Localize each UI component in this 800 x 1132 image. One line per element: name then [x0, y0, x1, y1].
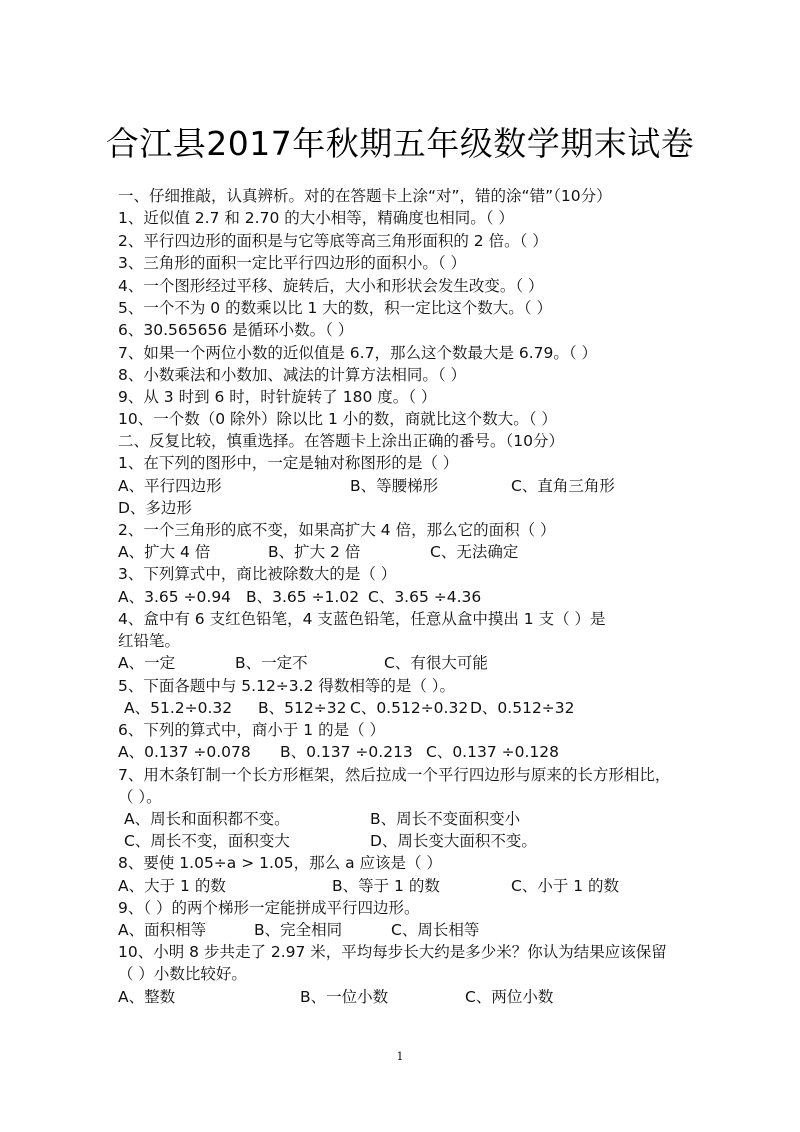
q8-option-a: A、大于 1 的数 — [118, 877, 226, 895]
q10-option-b: B、一位小数 — [300, 988, 389, 1006]
q4-option-c: C、有很大可能 — [384, 654, 488, 672]
q3-option-b: B、3.65 ÷1.02 — [246, 588, 360, 606]
part1-item-3: 3、三角形的面积一定比平行四边形的面积小。（ ） — [118, 254, 467, 272]
q2-option-a: A、扩大 4 倍 — [118, 543, 211, 561]
exam-title: 合江县2017年秋期五年级数学期末试卷 — [105, 124, 695, 163]
q3-option-c: C、3.65 ÷4.36 — [368, 588, 482, 606]
q1-option-c: C、直角三角形 — [511, 477, 615, 495]
part1-item-4: 4、一个图形经过平移、旋转后，大小和形状会发生改变。（ ） — [118, 277, 544, 295]
q10-option-c: C、两位小数 — [465, 988, 554, 1006]
q4-stem: 4、盒中有 6 支红色铅笔，4 支蓝色铅笔，任意从盒中摸出 1 支（ ）是 — [118, 610, 606, 628]
q3-stem: 3、下列算式中，商比被除数大的是（ ） — [118, 565, 397, 583]
part1-item-10: 10、一个数（0 除外）除以比 1 小的数，商就比这个数大。（ ） — [118, 410, 557, 428]
q9-option-a: A、面积相等 — [118, 921, 207, 939]
part1-item-7: 7、如果一个两位小数的近似值是 6.7，那么这个数最大是 6.79。（ ） — [118, 344, 598, 362]
q5-option-b: B、512÷32 — [258, 699, 347, 717]
q5-stem: 5、下面各题中与 5.12÷3.2 得数相等的是（ ）。 — [118, 677, 456, 695]
part1-item-2: 2、平行四边形的面积是与它等底等高三角形面积的 2 倍。（ ） — [118, 232, 548, 250]
q10-option-a: A、整数 — [118, 988, 176, 1006]
q3-option-a: A、3.65 ÷0.94 — [118, 588, 232, 606]
part2-heading: 二、反复比较，慎重选择。在答题卡上涂出正确的番号。（10分） — [118, 432, 564, 450]
q7-option-c: C、周长不变，面积变大 — [124, 832, 290, 850]
q4-option-b: B、一定不 — [235, 654, 308, 672]
q5-option-d: D、0.512÷32 — [470, 699, 575, 717]
part1-item-8: 8、小数乘法和小数加、减法的计算方法相同。（ ） — [118, 366, 467, 384]
page-number: 1 — [396, 1050, 404, 1063]
q1-option-a: A、平行四边形 — [118, 477, 222, 495]
q1-option-d: D、多边形 — [118, 499, 192, 517]
q6-option-c: C、0.137 ÷0.128 — [426, 743, 559, 761]
q8-option-c: C、小于 1 的数 — [511, 877, 620, 895]
q7-stem-cont: （ ）。 — [118, 788, 162, 806]
q7-option-b: B、周长不变面积变小 — [370, 810, 521, 828]
part1-item-9: 9、从 3 时到 6 时，时针旋转了 180 度。（ ） — [118, 388, 437, 406]
q9-option-c: C、周长相等 — [391, 921, 480, 939]
q10-stem: 10、小明 8 步共走了 2.97 米，平均每步长大约是多少米？你认为结果应该保留 — [118, 943, 667, 961]
q7-option-d: D、周长变大面积不变。 — [370, 832, 537, 850]
q8-option-b: B、等于 1 的数 — [332, 877, 440, 895]
q7-option-a: A、周长和面积都不变。 — [124, 810, 290, 828]
q9-stem: 9、（ ）的两个梯形一定能拼成平行四边形。 — [118, 899, 420, 917]
q4-stem-cont: 红铅笔。 — [118, 632, 181, 650]
q9-option-b: B、完全相同 — [254, 921, 343, 939]
part1-item-6: 6、30.565656 是循环小数。（ ） — [118, 321, 354, 339]
q2-option-c: C、无法确定 — [430, 543, 519, 561]
q2-option-b: B、扩大 2 倍 — [268, 543, 361, 561]
q8-stem: 8、要使 1.05÷a > 1.05，那么 a 应该是（ ） — [118, 854, 442, 872]
q7-stem: 7、用木条钉制一个长方形框架，然后拉成一个平行四边形与原来的长方形相比， — [118, 766, 671, 784]
q5-option-a: A、51.2÷0.32 — [124, 699, 233, 717]
q6-stem: 6、下列的算式中，商小于 1 的是（ ） — [118, 721, 386, 739]
part1-item-5: 5、一个不为 0 的数乘以比 1 大的数，积一定比这个数大。（ ） — [118, 299, 552, 317]
part1-item-1: 1、近似值 2.7 和 2.70 的大小相等，精确度也相同。（ ） — [118, 209, 514, 227]
q4-option-a: A、一定 — [118, 654, 176, 672]
q5-option-c: C、0.512÷0.32 — [350, 699, 469, 717]
q2-stem: 2、一个三角形的底不变，如果高扩大 4 倍，那么它的面积（ ） — [118, 521, 556, 539]
q1-option-b: B、等腰梯形 — [350, 477, 439, 495]
q10-stem-cont: （ ）小数比较好。 — [118, 965, 247, 983]
part1-heading: 一、仔细推敲，认真辨析。对的在答题卡上涂“对”，错的涂“错”（10分） — [118, 187, 612, 205]
q6-option-a: A、0.137 ÷0.078 — [118, 743, 251, 761]
q6-option-b: B、0.137 ÷0.213 — [280, 743, 413, 761]
q1-stem: 1、在下列的图形中，一定是轴对称图形的是（ ） — [118, 454, 459, 472]
